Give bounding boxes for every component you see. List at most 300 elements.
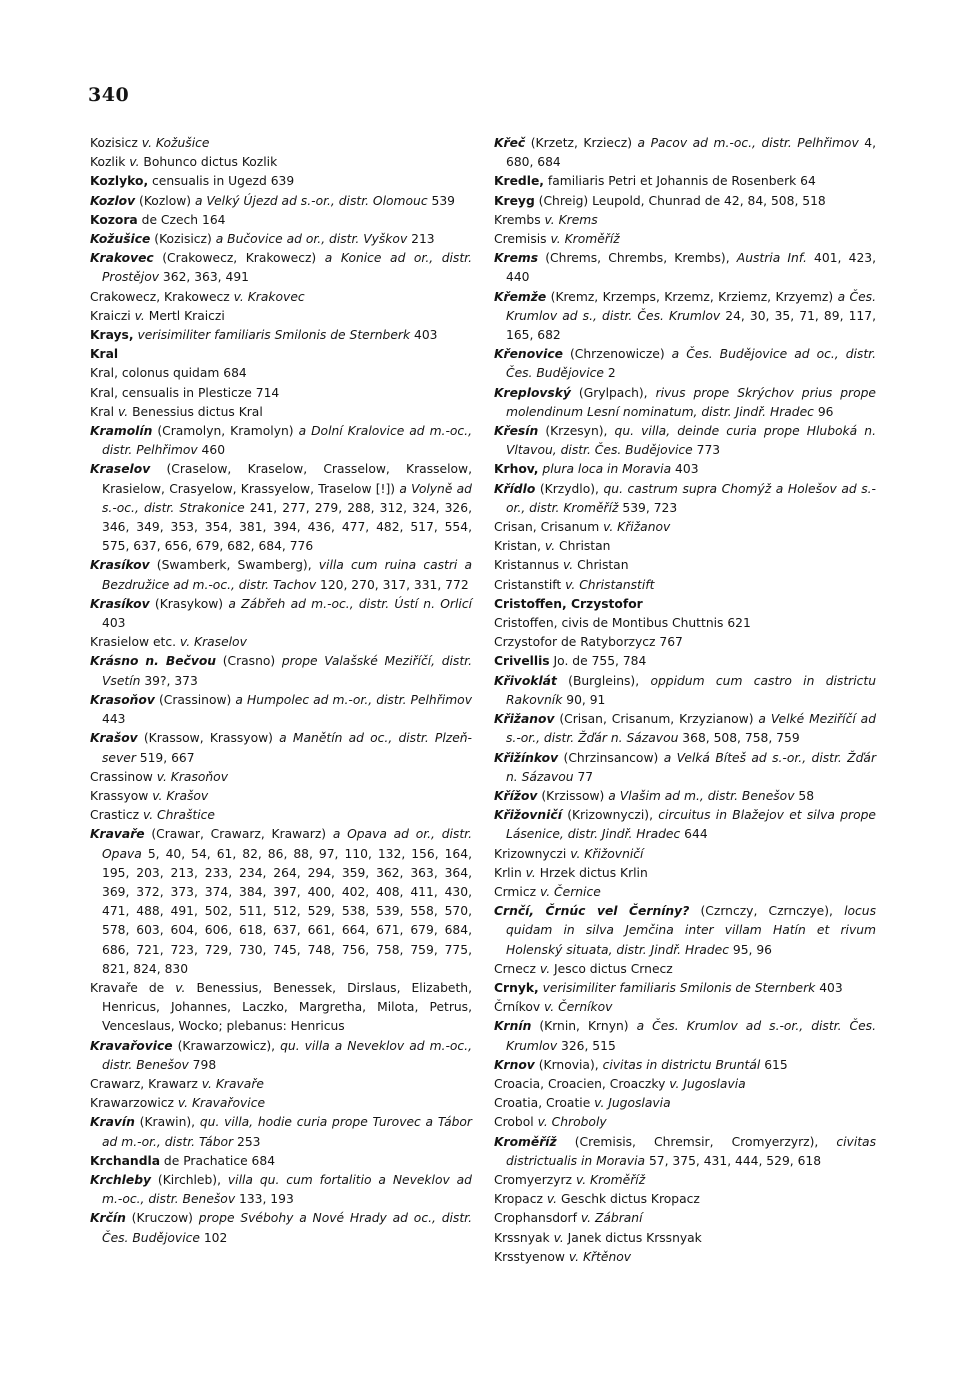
index-entry [494,1113,876,1132]
index-entry [90,211,472,230]
entry-text: Janek dictus Krssnyak [567,1230,702,1245]
index-entry [90,134,472,153]
index-entry [90,691,472,729]
entry-text: v. Jugoslavia [594,1096,671,1111]
entry-text: Kral [90,404,118,419]
index-entry [90,460,472,556]
index-entry [494,480,876,518]
entry-text: Crawarz, Krawarz [90,1076,202,1091]
entry-text: Jesco dictus Crnecz [554,961,673,976]
entry-text: 2 [603,366,616,381]
entry-text: a Zábřeh ad m.-oc., distr. Ústí n. Orlicí [228,596,473,611]
entry-text: 5, 40, 54, 61, 82, 86, 88, 97, 110, 132, 156, 164, 195, 203, 213, 233, 234, 264, 294, 359, 362, 363, 364, 369, 372, 373, 374, 384, 397, 400, 402, 408, 411, 430, 471, 488, 491, 502, 511, 512, 529, 538, 539, 558, 570, 578, 603, 604, 606, 618, 637, 661, 664, 671, 679, 684, 686, 721, 723, 729, 730, 745, 748, 756, 758, 759, 775, 821, 824, 830 [102,846,472,976]
entry-text: 773 [692,443,721,458]
entry-text: Benessius, Benessek, Dirslaus, Elizabeth, Henricus, Johannes, Laczko, Margretha, Milota, Petrus, Venceslaus, Wocko; plebanus: Henricus [102,980,473,1034]
entry-text: Křenovice [494,347,563,362]
index-entry [494,1133,876,1171]
entry-text: Jo. de 755, 784 [549,654,647,669]
entry-text: plura loca in Moravia [538,462,672,477]
entry-text: 403 [671,462,699,477]
entry-text: Krasielow etc. [90,635,180,650]
entry-text: 644 [680,827,708,842]
entry-text: Krsstyenow [494,1249,569,1264]
entry-text: Kredle, [494,174,544,189]
entry-text: Krhov, [494,462,539,477]
entry-text: Krašov [90,731,138,746]
entry-text: (Krzissow) [537,788,609,803]
entry-text: v. Krasoňov [156,769,228,784]
entry-text: (Krawarzowicz), [172,1038,281,1053]
entry-text: 102 [199,1230,228,1245]
entry-text: v. [129,155,144,170]
index-entry [90,403,472,422]
entry-text: a Velké Meziříčí ad s.-or., distr. Žďár n. Sázavou [506,712,876,746]
entry-text: v. Chraštice [142,808,215,823]
entry-text: rivus prope Skrýchov prius prope molendinum Lesní nominatum, distr. Jindř. Hradec [506,385,876,419]
entry-text: v. Kroměříž [550,232,620,247]
index-entry [90,230,472,249]
entry-text: Krnov [494,1057,535,1072]
entry-text: Kral, censualis in Plesticze 714 [90,385,280,400]
page-number: 340 [88,84,130,106]
entry-text: 539 [427,193,456,208]
index-entry [494,192,876,211]
index-entry [90,825,472,979]
entry-text: Austria Inf. [736,251,807,266]
entry-text: 403 [815,980,843,995]
index-entry [90,633,472,652]
index-entry [90,1209,472,1247]
entry-text: Křížov [494,788,538,803]
entry-text: Cristoffen, civis de Montibus Chuttnis 621 [494,616,751,631]
entry-text: (Swamberk, Swamberg), [149,558,319,573]
entry-text: Krizownyczi [494,846,571,861]
entry-text: Crnyk, [494,980,539,995]
entry-text: v. [553,1230,568,1245]
index-entry [90,1075,472,1094]
entry-text: verisimiliter familiaris Smilonis de Sternberk [133,328,411,343]
entry-text: v. Kraselov [179,635,247,650]
entry-text: villa cum ruina castri a Bezdružice ad m.-oc., distr. Tachov [102,558,472,592]
index-entry [494,249,876,287]
entry-text: Kroměříž [494,1134,557,1149]
entry-text: qu. villa, hodie curia prope Turovec a Tábor ad m.-or., distr. Tábor [102,1115,472,1149]
entry-text: Kraselov [90,462,151,477]
entry-text: a Čes. Krumlov ad s., distr. Čes. Krumlov [506,289,876,323]
entry-text: 90, 91 [562,692,606,707]
entry-text: v. Kravaře [201,1076,264,1091]
entry-text: (Chrzenowicze) [563,347,672,362]
entry-text: Hrzek dictus Krlin [539,865,648,880]
entry-text: v. [134,308,149,323]
entry-text: Kravaře [90,827,145,842]
entry-text: Mertl Kraiczi [148,308,225,323]
entry-text: 96 [813,404,834,419]
entry-text: (Cramolyn, Kramolyn) [152,424,299,439]
index-entry [494,1094,876,1113]
entry-text: Crisan, Crisanum [494,520,604,535]
index-entry [494,960,876,979]
index-entry [90,1037,472,1075]
entry-text: 519, 667 [135,750,195,765]
entry-text: (Kremz, Krzemps, Krzemz, Krziemz, Krzyemz) [546,289,838,304]
index-entry [494,1056,876,1075]
entry-text: Krssnyak [494,1230,554,1245]
entry-text: Kral, colonus quidam 684 [90,366,247,381]
entry-text: verisimiliter familiaris Smilonis de Sternberk [538,980,816,995]
entry-text: Kozlik [90,155,130,170]
entry-text: Krásno n. Bečvou [90,654,217,669]
index-entry [494,537,876,556]
entry-text: Crobol [494,1115,538,1130]
index-entry [494,595,876,614]
entry-text: Krlin [494,865,526,880]
entry-text: Krnín [494,1019,532,1034]
index-entry [90,787,472,806]
index-entry [494,883,876,902]
entry-text: (Krzesyn), [538,424,615,439]
entry-text: 39?, 373 [140,673,198,688]
index-entry [90,806,472,825]
index-entry [90,384,472,403]
entry-text: v. Krakovec [233,289,305,304]
entry-text: a Čes. Krumlov ad s.-or., distr. Čes. Krumlov [506,1019,876,1053]
index-entry [494,979,876,998]
index-entry [494,172,876,191]
entry-text: Krasoňov [90,692,155,707]
entry-text: a Pacov ad m.-oc., distr. Pelhřimov [637,136,859,150]
entry-text: v. Jugoslavia [669,1076,746,1091]
index-entry [494,1248,876,1267]
entry-text: Črníkov [494,1000,545,1015]
entry-text: qu. villa a Neveklov ad m.-oc., distr. Benešov [102,1038,472,1072]
entry-text: Krawarzowicz [90,1096,178,1111]
index-entry [494,1209,876,1228]
index-entry [494,556,876,575]
index-entry [90,288,472,307]
entry-text: a Opava ad or., distr. Opava [102,827,472,861]
entry-text: Crnčí, Črnúc vel Černíny? [494,904,690,919]
index-entry [90,172,472,191]
entry-text: (Chrzinsancow) [558,750,664,765]
entry-text: 253 [233,1134,261,1149]
entry-text: 57, 375, 431, 444, 529, 618 [645,1153,822,1168]
entry-text: (Crassinow) [154,692,236,707]
entry-text: Krassyow [90,788,153,803]
entry-text: (Kirchleb), [151,1172,228,1187]
entry-text: 77 [573,769,594,784]
entry-text: v. Christanstift [565,577,655,592]
entry-text: 403 [102,616,126,631]
entry-text: Křídlo [494,481,536,496]
entry-text: 241, 277, 279, 288, 312, 324, 326, 346, 349, 353, 354, 381, 394, 436, 477, 482, 517, 554, 575, 637, 656, 679, 682, 684, 776 [102,500,472,554]
entry-text: 403 [410,328,438,343]
entry-text: Cristanstift [494,577,566,592]
entry-text: Benessius dictus Kral [132,404,263,419]
index-entry [494,787,876,806]
index-entry [494,1190,876,1209]
index-entry [494,288,876,346]
entry-text: (Krnin, Krnyn) [531,1019,637,1034]
entry-text: a Vlašim ad m., distr. Benešov [608,788,795,803]
entry-text: civitas districtualis in Moravia [506,1134,876,1168]
entry-text: (Krassow, Krassyow) [137,731,280,746]
index-entry [494,806,876,844]
entry-text: v. Křižovničí [570,846,644,861]
entry-text: 326, 515 [557,1038,616,1053]
entry-text: qu. castrum supra Chomýž a Holešov ad s.-or., distr. Kroměříž [506,481,876,515]
index-entry [494,460,876,479]
entry-text: Crzystofor de Ratyborzycz 767 [494,635,683,650]
entry-text: Křivoklát [494,673,557,688]
entry-text: Krchandla [90,1153,161,1168]
index-entry [90,979,472,1037]
entry-text: v. Křtěnov [568,1249,632,1264]
entry-text: Crophansdorf [494,1211,581,1226]
entry-text: (Cremisis, Chremsir, Cromyerzyrz), [556,1134,837,1149]
entry-text: a Velká Bíteš ad s.-or., distr. Žďár n. Sázavou [506,750,877,784]
entry-text: prope Valašské Meziříčí, distr. Vsetín [102,654,472,688]
entry-text: (Burgleins), [556,673,651,688]
entry-text: 443 [102,712,126,727]
index-entry [90,249,472,287]
entry-text: v. [563,558,578,573]
entry-text: qu. villa, deinde curia prope Hluboká n. Vltavou, distr. Čes. Budějovice [506,424,876,458]
entry-text: Kozlov [90,193,136,208]
entry-text: v. [539,961,555,976]
entry-text: (Krawin), [134,1115,200,1130]
index-entry [90,326,472,345]
index-entry [90,345,472,364]
index-entry [494,710,876,748]
entry-text: Krakovec [90,251,154,266]
entry-text: civitas in districtu Bruntál [602,1057,761,1072]
entry-text: a Dolní Kralovice ad m.-oc., distr. Pelhřimov [102,424,472,458]
index-entry [494,845,876,864]
entry-text: Kristan, [494,539,545,554]
entry-text: (Crisan, Crisanum, Krzyzianow) [554,712,759,727]
index-entry [494,384,876,422]
entry-text: Cromyerzyrz [494,1172,576,1187]
entry-text: Krems [494,251,539,266]
index-entry [90,364,472,383]
entry-text: Crmicz [494,884,540,899]
entry-text: Kravařovice [90,1038,173,1053]
entry-text: 95, 96 [728,942,772,957]
entry-text: Croacia, Croacien, Croaczky [494,1076,670,1091]
index-entry [494,998,876,1017]
entry-text: Krays, [90,328,134,343]
entry-text: Kreyg [494,193,535,208]
entry-text: a Čes. Budějovice ad oc., distr. Čes. Budějovice [506,347,876,381]
entry-text: Křižovničí [494,808,562,823]
index-entry [494,134,876,172]
entry-text: Kozora [90,212,138,227]
entry-text: (Kozisicz) [150,232,216,247]
entry-text: a Velký Újezd ad s.-or., distr. Olomouc [194,193,428,208]
entry-text: Křižanov [494,712,555,727]
entry-text: Kozisicz [90,136,142,150]
entry-text: (Kozlow) [135,193,195,208]
index-entry [90,768,472,787]
entry-text: Cremisis [494,232,551,247]
entry-text: oppidum cum castro in districtu Rakovník [506,673,876,707]
entry-text: Christan [559,539,611,554]
index-entry [494,652,876,671]
entry-text: (Krizownyczi), [561,808,659,823]
entry-text: Cristoffen, Crzystofor [494,596,643,611]
entry-text: 120, 270, 317, 331, 772 [316,577,469,592]
entry-text: 24, 30, 35, 71, 89, 117, 165, 682 [506,308,876,343]
index-entry [90,556,472,594]
entry-text: Kozlyko, [90,174,149,189]
right-column [494,134,876,1267]
index-entry [494,614,876,633]
entry-text: Kožušice [155,136,210,150]
entry-text: Krčín [90,1211,126,1226]
entry-text: (Crakowecz, Krakowecz) [153,251,325,266]
entry-text: (Chreig) Leupold, Chunrad de 42, 84, 508, 518 [534,193,826,208]
entry-text: v. Kravařovice [177,1096,266,1111]
entry-text: Křižínkov [494,750,559,765]
entry-text: Christan [577,558,629,573]
entry-text: (Kruczow) [125,1211,199,1226]
entry-text: v. Černíkov [544,1000,613,1015]
entry-text: v. Kroměříž [575,1172,646,1187]
entry-text: 368, 508, 758, 759 [678,731,800,746]
entry-text: 401, 423, 440 [506,251,877,285]
entry-text: (Crasno) [216,654,282,669]
entry-text: (Krnovia), [534,1057,603,1072]
index-entry [90,595,472,633]
index-entry [494,422,876,460]
entry-text: (Grylpach), [570,385,656,400]
entry-text: v. [525,865,540,880]
entry-text: (Crawar, Crawarz, Krawarz) [144,827,333,842]
entry-text: v. Černice [539,884,601,899]
index-entry [494,345,876,383]
entry-text: v. [175,980,197,995]
entry-text: (Krzydlo), [535,481,604,496]
left-column [90,134,472,1248]
entry-text: a Humpolec ad m.-or., distr. Pelhřimov [235,692,472,707]
entry-text: Kramolín [90,424,153,439]
entry-text: v. [544,539,560,554]
entry-text: 460 [197,443,226,458]
entry-text: a Volyně ad s.-oc., distr. Strakonice [102,481,472,515]
entry-text: Křeč [494,136,526,150]
entry-text: Kravín [90,1115,135,1130]
index-entry [90,652,472,690]
entry-text: (Czrnczy, Czrnczye), [689,904,845,919]
index-entry [494,749,876,787]
index-entry [494,1229,876,1248]
entry-text: Kravaře de [90,980,176,995]
entry-text: v. [117,404,133,419]
index-entry [494,672,876,710]
entry-text: v. Zábraní [580,1211,643,1226]
index-entry [90,153,472,172]
entry-text: v. Krašov [152,788,209,803]
index-entry [494,1017,876,1055]
index-entry [90,1094,472,1113]
entry-text: 615 [760,1057,788,1072]
entry-text: Křesín [494,424,539,439]
entry-text: 213 [407,232,435,247]
index-entry [494,518,876,537]
entry-text: v. Křižanov [603,520,671,535]
entry-text: de Prachatice 684 [160,1153,276,1168]
entry-text: Kreplovský [494,385,571,400]
entry-text: 58 [794,788,815,803]
index-entry [494,864,876,883]
entry-text: Krchleby [90,1172,152,1187]
index-entry [90,307,472,326]
entry-text: Krasíkov [90,558,150,573]
index-entry [90,1113,472,1151]
index-entry [494,902,876,960]
index-entry [494,211,876,230]
entry-text: censualis in Ugezd 639 [148,174,295,189]
entry-text: v. Chroboly [537,1115,607,1130]
index-entry [90,1152,472,1171]
entry-text: Kropacz [494,1192,547,1207]
entry-text: villa qu. cum fortalitio a Neveklov ad m.-oc., distr. Benešov [102,1172,472,1207]
index-entry [90,1171,472,1209]
entry-text: 798 [188,1057,217,1072]
index-entry [90,422,472,460]
entry-text: 362, 363, 491 [159,270,249,285]
entry-text: v. [546,1192,561,1207]
entry-text: Kraiczi [90,308,135,323]
index-entry [494,1171,876,1190]
entry-text: familiaris Petri et Johannis de Rosenberk 64 [543,174,816,189]
entry-text: locus quidam in silva Jemčina inter villam Hatín et rivum Holenský situata, distr. Jindř. Hradec [506,904,876,957]
entry-text: (Chrems, Chrembs, Krembs), [538,251,737,266]
entry-text: de Czech 164 [137,212,226,227]
entry-text: Bohunco dictus Kozlik [143,155,278,170]
entry-text: a Bučovice ad or., distr. Vyškov [215,232,408,247]
entry-text: Kristannus [494,558,563,573]
entry-text: circuitus in Blažejov et silva prope Lásenice, distr. Jindř. Hradec [506,808,876,842]
entry-text: v. Krems [544,212,598,227]
entry-text: Crnecz [494,961,540,976]
entry-text: (Krasykow) [149,596,229,611]
entry-text: 133, 193 [235,1192,294,1207]
entry-text: a Konice ad or., distr. Prostějov [102,251,472,285]
entry-text: a Manětín ad oc., distr. Plzeň-sever [102,731,472,765]
index-entry [90,729,472,767]
entry-text: Geschk dictus Kropacz [560,1192,700,1207]
entry-text: (Craselow, Kraselow, Crasselow, Krasselow, Krasielow, Crasyelow, Krassyelow, Traselow [!]) [102,462,472,496]
index-entry [494,576,876,595]
entry-text: Kral [90,347,119,362]
entry-text: 4, 680, 684 [506,136,876,170]
entry-text: Kožušice [90,232,151,247]
entry-text: Křemže [494,289,547,304]
entry-text: Krembs [494,212,545,227]
entry-text: 539, 723 [618,500,678,515]
entry-text: Croatia, Croatie [494,1096,595,1111]
index-entry [494,1075,876,1094]
entry-text: Crakowecz, Krakowecz [90,289,234,304]
entry-text: Crivellis [494,654,550,669]
entry-text: Crassinow [90,769,157,784]
index-entry [494,230,876,249]
entry-text: Crasticz [90,808,143,823]
index-entry [494,633,876,652]
entry-text: Krasíkov [90,596,150,611]
